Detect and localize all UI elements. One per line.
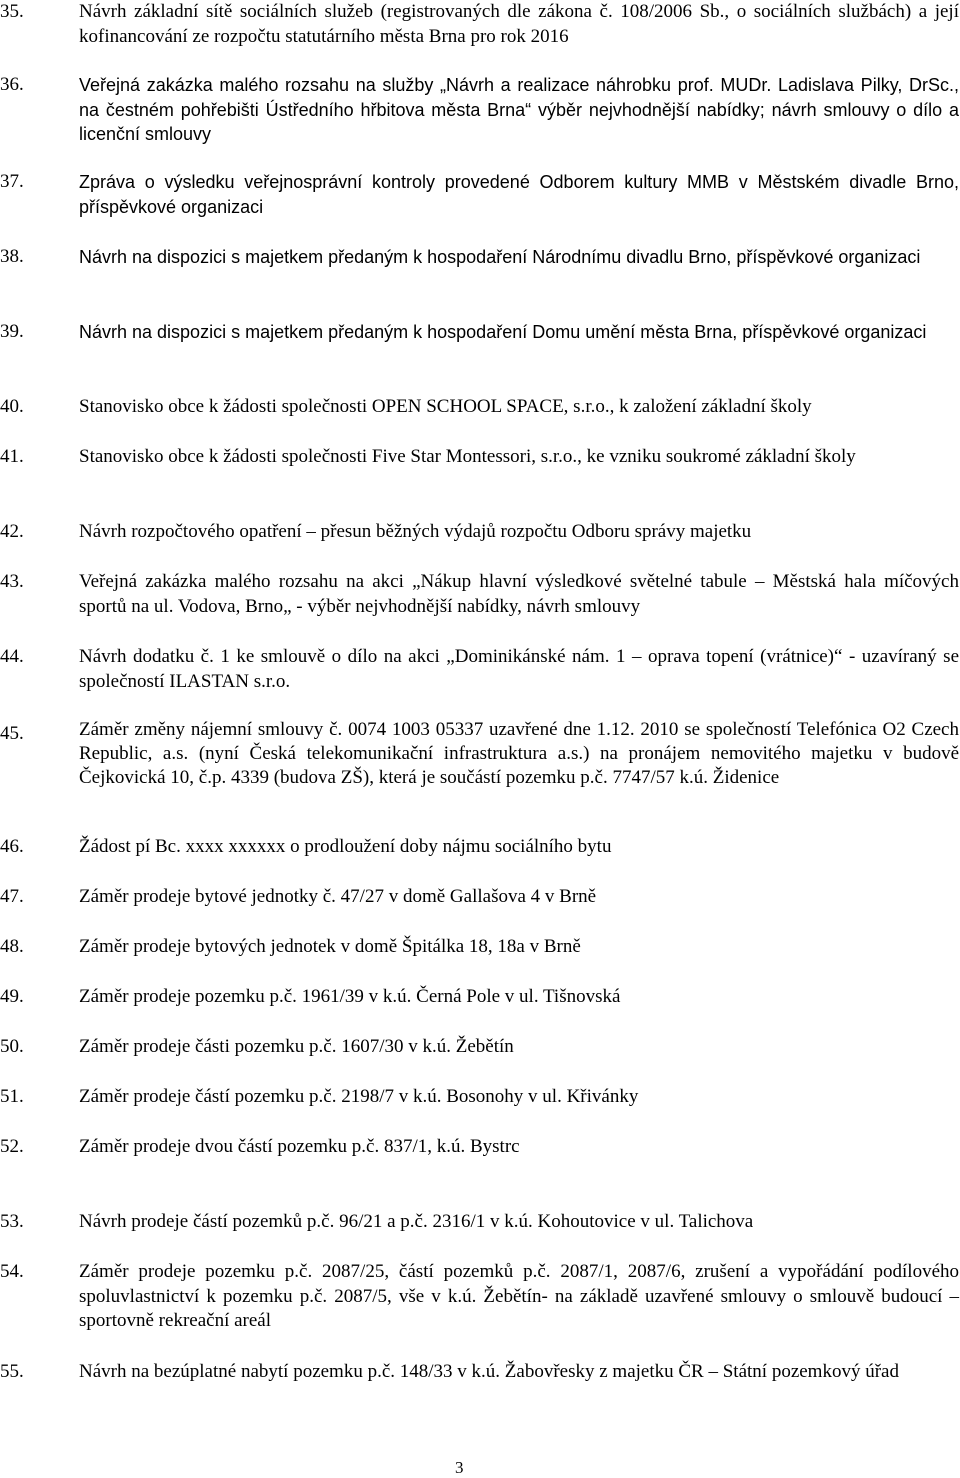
item-text: Veřejná zakázka malého rozsahu na akci „Nákup hlavní výsledkové světelné tabule – Městská hala míčových sportů na ul. Vodova, Brno„ - výběr nejvhodnější nabídky, návrh smlouvy [79, 571, 959, 617]
item-number: 46. [0, 836, 24, 857]
item-number: 37. [0, 171, 24, 192]
item-number: 42. [0, 521, 24, 542]
item-text: Návrh na dispozici s majetkem předaným k hospodaření Domu umění města Brna, příspěvkové organizaci [79, 322, 927, 342]
item-number: 38. [0, 246, 24, 267]
item-text: Návrh na dispozici s majetkem předaným k hospodaření Národnímu divadlu Brno, příspěvkové organizaci [79, 247, 921, 267]
item-text: Návrh základní sítě sociálních služeb (registrovaných dle zákona č. 108/2006 Sb., o sociálních službách) a její kofinancování ze rozpočtu statutárního města Brna pro rok 2016 [79, 1, 959, 47]
item-number: 35. [0, 1, 24, 22]
item-number: 52. [0, 1136, 24, 1157]
item-text: Záměr změny nájemní smlouvy č. 0074 1003 05337 uzavřené dne 1.12. 2010 se společností Telefónica O2 Czech Republic, a.s. (nyní Česká telekomunikační infrastruktura a.s.) na pronájem nemovitého majetku v budově Čejkovická 10, č.p. 4339 (budova ZŠ), která je součástí pozemku p.č. 7747/57 k.ú. Židenice [79, 719, 959, 788]
item-text: Návrh na bezúplatné nabytí pozemku p.č. 148/33 v k.ú. Žabovřesky z majetku ČR – Státní pozemkový úřad [79, 1361, 899, 1382]
item-number: 54. [0, 1261, 24, 1282]
item-text: Záměr prodeje pozemku p.č. 1961/39 v k.ú. Černá Pole v ul. Tišnovská [79, 986, 621, 1007]
item-number: 49. [0, 986, 24, 1007]
item-text: Záměr prodeje dvou částí pozemku p.č. 837/1, k.ú. Bystrc [79, 1136, 520, 1157]
item-text: Záměr prodeje pozemku p.č. 2087/25, částí pozemků p.č. 2087/1, 2087/6, zrušení a vypořádání podílového spoluvlastnictví k pozemku p.č. 2087/5, vše v k.ú. Žebětín- na základě uzavřené smlouvy o smlouvě budoucí – sportovně rekreační areál [79, 1261, 959, 1331]
item-text: Návrh dodatku č. 1 ke smlouvě o dílo na akci „Dominikánské nám. 1 – oprava topení (vrátnice)“ - uzavíraný se společností ILASTAN s.r.o. [79, 646, 959, 692]
item-text: Stanovisko obce k žádosti společnosti Five Star Montessori, s.r.o., ke vzniku soukromé základní školy [79, 446, 856, 467]
item-text: Veřejná zakázka malého rozsahu na služby „Návrh a realizace náhrobku prof. MUDr. Ladislava Pilky, DrSc., na čestném pohřebišti Ústředního hřbitova města Brna“ výběr nejvhodnější nabídky; návrh smlouvy o dílo a licenční smlouvy [79, 75, 959, 144]
item-number: 41. [0, 446, 24, 467]
item-text: Záměr prodeje bytové jednotky č. 47/27 v domě Gallašova 4 v Brně [79, 886, 597, 907]
item-number: 39. [0, 321, 24, 342]
item-number: 47. [0, 886, 24, 907]
item-number: 44. [0, 646, 24, 667]
item-number: 45. [0, 723, 24, 744]
item-text: Stanovisko obce k žádosti společnosti OPEN SCHOOL SPACE, s.r.o., k založení základní školy [79, 396, 812, 417]
item-number: 40. [0, 396, 24, 417]
item-number: 55. [0, 1361, 24, 1382]
item-text: Návrh rozpočtového opatření – přesun běžných výdajů rozpočtu Odboru správy majetku [79, 521, 752, 542]
item-number: 50. [0, 1036, 24, 1057]
item-text: Zpráva o výsledku veřejnosprávní kontroly provedené Odborem kultury MMB v Městském divadle Brno, příspěvkové organizaci [79, 172, 959, 217]
item-number: 48. [0, 936, 24, 957]
item-text: Záměr prodeje částí pozemku p.č. 2198/7 v k.ú. Bosonohy v ul. Křivánky [79, 1086, 639, 1107]
item-text: Záměr prodeje části pozemku p.č. 1607/30 v k.ú. Žebětín [79, 1036, 514, 1057]
item-number: 36. [0, 74, 24, 95]
item-number: 53. [0, 1211, 24, 1232]
item-text: Návrh prodeje částí pozemků p.č. 96/21 a p.č. 2316/1 v k.ú. Kohoutovice v ul. Talichova [79, 1211, 754, 1232]
item-number: 51. [0, 1086, 24, 1107]
item-text: Žádost pí Bc. xxxx xxxxxx o prodloužení doby nájmu sociálního bytu [79, 836, 612, 857]
item-text: Záměr prodeje bytových jednotek v domě Špitálka 18, 18a v Brně [79, 936, 581, 957]
page-number: 3 [455, 1458, 464, 1477]
item-number: 43. [0, 571, 24, 592]
